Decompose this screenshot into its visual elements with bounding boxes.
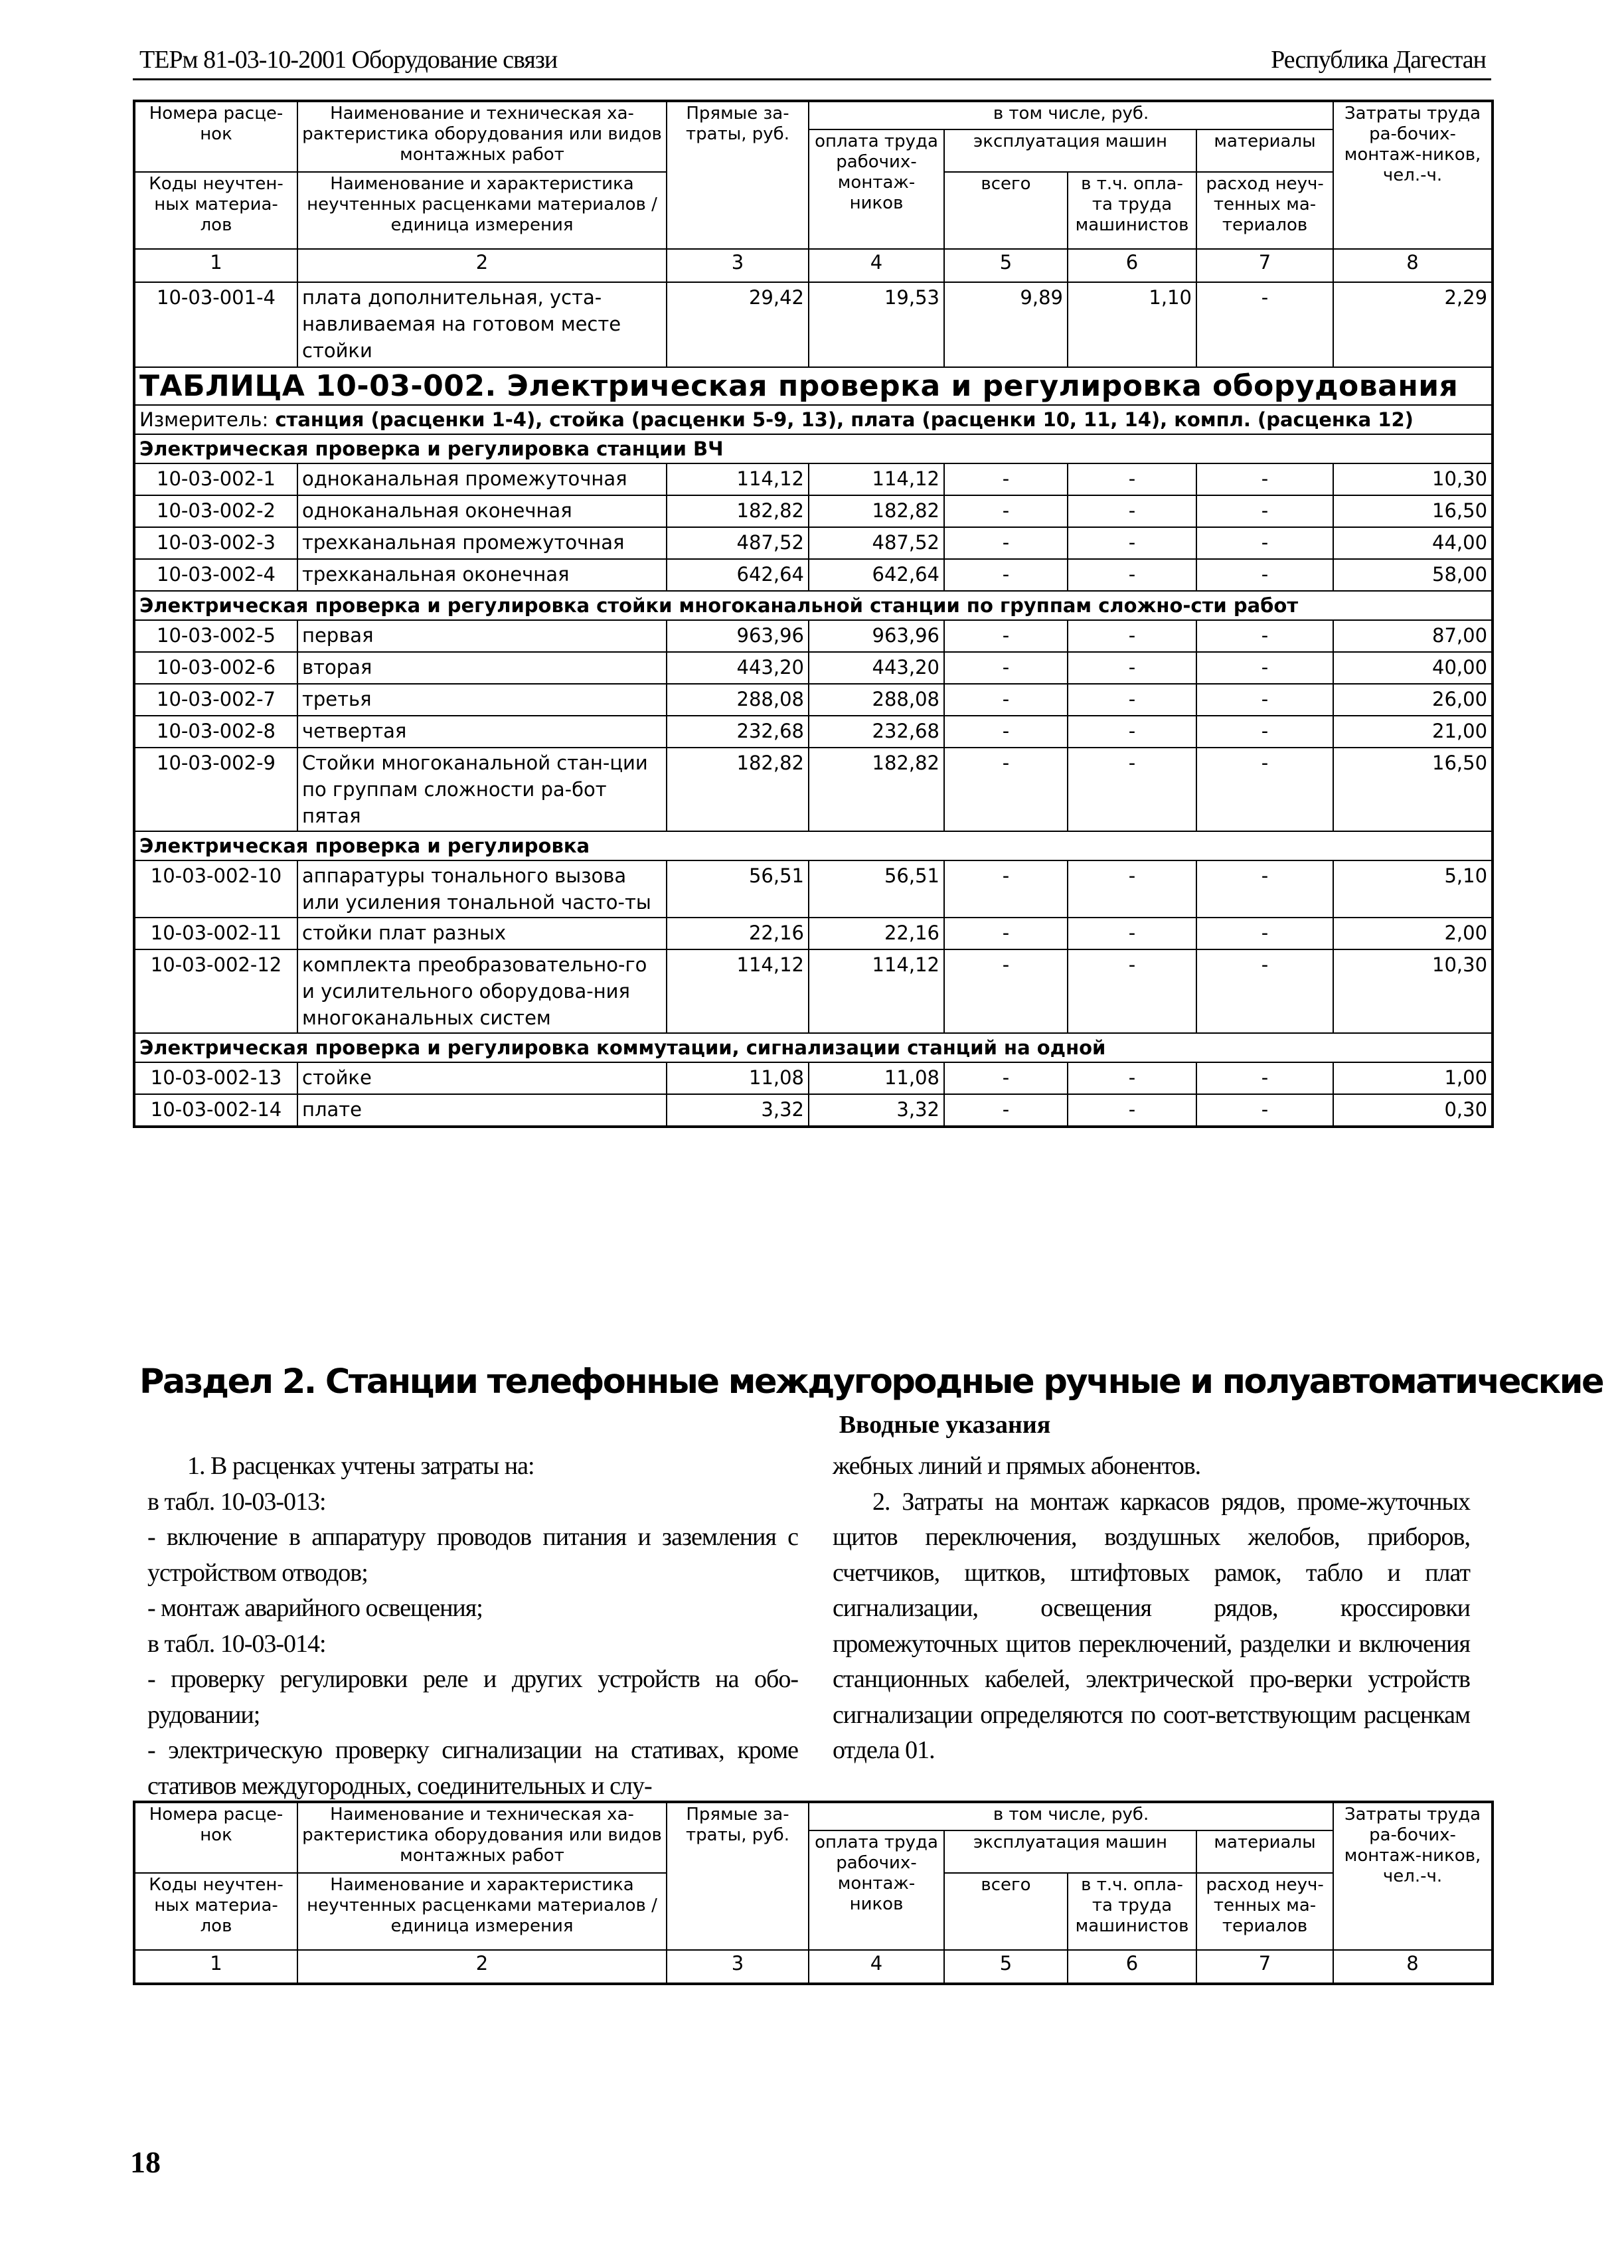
table-row (134, 860, 1493, 918)
table-row (134, 463, 1493, 495)
column-number: 6 (1068, 1950, 1196, 1984)
header-labor-pay: оплата труда рабочих-монтаж-ников (809, 1830, 944, 1950)
rate-code: 10-03-002-8 (134, 716, 297, 748)
column-number: 6 (1068, 249, 1196, 282)
header-machines: эксплуатация машин (944, 1830, 1196, 1873)
rate-code: 10-03-002-11 (134, 918, 297, 949)
rate-code: 10-03-002-2 (134, 495, 297, 527)
rate-code: 10-03-002-4 (134, 559, 297, 591)
machines-total: - (944, 716, 1068, 748)
machines-driver: - (1068, 620, 1196, 652)
rate-name: первая (297, 620, 667, 652)
table-row (134, 282, 1493, 367)
header-work-name: Наименование и техническая ха-рактеристика оборудования или видов монтажных работ (297, 101, 667, 172)
materials: - (1196, 1094, 1333, 1127)
header-labor-costs: Затраты труда ра-бочих-монтаж-ников, чел.-ч. (1333, 101, 1493, 249)
labor-hours: 58,00 (1333, 559, 1493, 591)
paragraph: - включение в аппаратуру проводов питания и заземления с устройством отводов; (147, 1523, 798, 1587)
intro-left-column (147, 1449, 798, 1804)
machines-driver: - (1068, 559, 1196, 591)
header-machines-total: всего (944, 1873, 1068, 1950)
table-row (134, 527, 1493, 559)
paragraph: в табл. 10-03-013: (147, 1487, 326, 1516)
labor-pay: 22,16 (809, 918, 944, 949)
materials: - (1196, 620, 1333, 652)
header-materials: материалы (1196, 1830, 1333, 1873)
machines-driver: - (1068, 860, 1196, 918)
labor-hours: 44,00 (1333, 527, 1493, 559)
group-heading: Электрическая проверка и регулировка стойки многоканальной станции по группам сложно-сти работ (134, 591, 1493, 620)
section-title: Раздел 2. Станции телефонные междугородные ручные и полуавтоматические (139, 1362, 1603, 1402)
labor-pay: 114,12 (809, 949, 944, 1033)
header-work-name: Наименование и техническая ха-рактеристика оборудования или видов монтажных работ (297, 1802, 667, 1873)
materials: - (1196, 527, 1333, 559)
group-heading: Электрическая проверка и регулировка станции ВЧ (134, 434, 1493, 463)
table-row (134, 652, 1493, 684)
machines-driver: - (1068, 527, 1196, 559)
column-number: 8 (1333, 1950, 1493, 1984)
machines-total: - (944, 463, 1068, 495)
labor-hours: 0,30 (1333, 1094, 1493, 1127)
column-number: 1 (134, 249, 297, 282)
labor-hours: 10,30 (1333, 463, 1493, 495)
materials: - (1196, 463, 1333, 495)
table-row (134, 748, 1493, 831)
rate-code: 10-03-002-7 (134, 684, 297, 716)
labor-hours: 2,00 (1333, 918, 1493, 949)
direct-costs: 22,16 (667, 918, 809, 949)
column-number: 1 (134, 1950, 297, 1984)
header-direct-costs: Прямые за-траты, руб. (667, 101, 809, 249)
materials: - (1196, 495, 1333, 527)
labor-hours: 87,00 (1333, 620, 1493, 652)
group-heading-row (134, 591, 1493, 620)
materials: - (1196, 860, 1333, 918)
machines-total: - (944, 620, 1068, 652)
table-body (134, 434, 1493, 1127)
direct-costs: 443,20 (667, 652, 809, 684)
labor-pay: 232,68 (809, 716, 944, 748)
column-number: 7 (1196, 1950, 1333, 1984)
header-labor-costs: Затраты труда ра-бочих-монтаж-ников, чел.-ч. (1333, 1802, 1493, 1950)
labor-pay: 11,08 (809, 1062, 944, 1094)
table-header (134, 101, 1493, 282)
machines-total: - (944, 684, 1068, 716)
rate-code: 10-03-002-12 (134, 949, 297, 1033)
column-numbers-row (134, 1950, 1493, 1984)
paragraph: в табл. 10-03-014: (147, 1629, 326, 1658)
paragraph: - электрическую проверку сигнализации на стативах, кроме стативов междугородных, соединительных и слу- (147, 1736, 798, 1800)
machines-driver: - (1068, 684, 1196, 716)
rate-code: 10-03-002-14 (134, 1094, 297, 1127)
materials: - (1196, 716, 1333, 748)
machines-driver: - (1068, 495, 1196, 527)
rates-table (133, 100, 1494, 1128)
table-title: ТАБЛИЦА 10-03-002. Электрическая проверка и регулировка оборудования (134, 367, 1493, 405)
direct-costs: 114,12 (667, 463, 809, 495)
machines-total: - (944, 1094, 1068, 1127)
header-material-codes: Коды неучтен-ных материа-лов (134, 1873, 297, 1950)
paragraph: 2. Затраты на монтаж каркасов рядов, проме-жуточных щитов переключения, воздушных желобов, приборов, счетчиков, щитков, штифтовых рамок, табло и плат сигнализации, освещения рядов, кроссировки промежуточных щитов переключений, разделки и включения станционных кабелей, электрической про-верки устройств сигнализации определяются по соот-ветствующим расценкам отдела 01. (833, 1487, 1470, 1764)
rate-name: Стойки многоканальной стан-ции по группам сложности ра-бот пятая (297, 748, 667, 831)
machines-driver: 1,10 (1068, 282, 1196, 367)
rate-code: 10-03-002-13 (134, 1062, 297, 1094)
machines-total: - (944, 1062, 1068, 1094)
header-direct-costs: Прямые за-траты, руб. (667, 1802, 809, 1950)
machines-total: - (944, 559, 1068, 591)
rate-name: трехканальная оконечная (297, 559, 667, 591)
intro-right-column (833, 1449, 1470, 1769)
header-machines-total: всего (944, 172, 1068, 249)
rate-name: вторая (297, 652, 667, 684)
header-materials-sub: расход неуч-тенных ма-териалов (1196, 172, 1333, 249)
direct-costs: 642,64 (667, 559, 809, 591)
direct-costs: 232,68 (667, 716, 809, 748)
labor-hours: 10,30 (1333, 949, 1493, 1033)
measure-row (134, 405, 1493, 434)
header-rate-number: Номера расце-нок (134, 101, 297, 172)
header-material-names: Наименование и характеристика неучтенных расценками материалов / единица измерения (297, 172, 667, 249)
header-labor-pay: оплата труда рабочих-монтаж-ников (809, 129, 944, 249)
group-heading: Электрическая проверка и регулировка коммутации, сигнализации станций на одной (134, 1033, 1493, 1062)
header-machines-driver: в т.ч. опла-та труда машинистов (1068, 172, 1196, 249)
table-row (134, 495, 1493, 527)
rate-code: 10-03-002-5 (134, 620, 297, 652)
rate-code: 10-03-001-4 (134, 282, 297, 367)
machines-driver: - (1068, 1094, 1196, 1127)
direct-costs: 29,42 (667, 282, 809, 367)
labor-pay: 19,53 (809, 282, 944, 367)
header-machines: эксплуатация машин (944, 129, 1196, 172)
direct-costs: 182,82 (667, 495, 809, 527)
measure-label: Измеритель: (139, 408, 269, 431)
column-numbers-row (134, 249, 1493, 282)
column-number: 3 (667, 1950, 809, 1984)
labor-pay: 3,32 (809, 1094, 944, 1127)
machines-driver: - (1068, 1062, 1196, 1094)
rate-name: плата дополнительная, уста-навливаемая на готовом месте стойки (297, 282, 667, 367)
labor-hours: 1,00 (1333, 1062, 1493, 1094)
labor-hours: 40,00 (1333, 652, 1493, 684)
machines-driver: - (1068, 463, 1196, 495)
column-number: 5 (944, 249, 1068, 282)
running-header (133, 41, 1491, 80)
header-rate-number: Номера расце-нок (134, 1802, 297, 1873)
labor-pay: 114,12 (809, 463, 944, 495)
header-document-code: ТЕРм 81-03-10-2001 Оборудование связи (139, 46, 558, 74)
direct-costs: 487,52 (667, 527, 809, 559)
header-materials: материалы (1196, 129, 1333, 172)
rate-name: одноканальная промежуточная (297, 463, 667, 495)
labor-pay: 963,96 (809, 620, 944, 652)
machines-driver: - (1068, 652, 1196, 684)
rate-code: 10-03-002-3 (134, 527, 297, 559)
rate-name: плате (297, 1094, 667, 1127)
rate-name: трехканальная промежуточная (297, 527, 667, 559)
page-number: 18 (130, 2145, 161, 2179)
measure-text: станция (расценки 1-4), стойка (расценки 5-9, 13), плата (расценки 10, 11, 14), компл. (расценка 12) (275, 408, 1414, 431)
materials: - (1196, 684, 1333, 716)
labor-pay: 642,64 (809, 559, 944, 591)
direct-costs: 963,96 (667, 620, 809, 652)
labor-pay: 182,82 (809, 495, 944, 527)
materials: - (1196, 652, 1333, 684)
table-row (134, 1062, 1493, 1094)
labor-hours: 26,00 (1333, 684, 1493, 716)
machines-total: - (944, 860, 1068, 918)
machines-total: - (944, 748, 1068, 831)
rate-code: 10-03-002-1 (134, 463, 297, 495)
labor-pay: 56,51 (809, 860, 944, 918)
machines-total: 9,89 (944, 282, 1068, 367)
rate-name: четвертая (297, 716, 667, 748)
rate-name: стойки плат разных (297, 918, 667, 949)
rate-name: третья (297, 684, 667, 716)
table-row (134, 716, 1493, 748)
direct-costs: 114,12 (667, 949, 809, 1033)
paragraph: - проверку регулировки реле и других устройств на обо-рудовании; (147, 1665, 798, 1729)
rates-table-header-repeat (133, 1801, 1494, 1985)
paragraph: жебных линий и прямых абонентов. (833, 1452, 1201, 1480)
column-number: 3 (667, 249, 809, 282)
table-row (134, 949, 1493, 1033)
rate-name: стойке (297, 1062, 667, 1094)
machines-driver: - (1068, 949, 1196, 1033)
direct-costs: 11,08 (667, 1062, 809, 1094)
table-row (134, 620, 1493, 652)
machines-total: - (944, 918, 1068, 949)
column-number: 2 (297, 1950, 667, 1984)
column-number: 4 (809, 1950, 944, 1984)
materials: - (1196, 918, 1333, 949)
labor-hours: 5,10 (1333, 860, 1493, 918)
machines-total: - (944, 652, 1068, 684)
machines-total: - (944, 949, 1068, 1033)
header-materials-sub: расход неуч-тенных ма-териалов (1196, 1873, 1333, 1950)
header-material-names: Наименование и характеристика неучтенных расценками материалов / единица измерения (297, 1873, 667, 1950)
group-heading-row (134, 434, 1493, 463)
group-heading: Электрическая проверка и регулировка (134, 831, 1493, 860)
measure-unit (134, 405, 1493, 434)
machines-total: - (944, 495, 1068, 527)
table-title-row (134, 367, 1493, 405)
rate-name: одноканальная оконечная (297, 495, 667, 527)
table-row (134, 559, 1493, 591)
materials: - (1196, 748, 1333, 831)
materials: - (1196, 282, 1333, 367)
paragraph: - монтаж аварийного освещения; (147, 1594, 483, 1622)
intro-heading: Вводные указания (839, 1411, 1051, 1439)
header-machines-driver: в т.ч. опла-та труда машинистов (1068, 1873, 1196, 1950)
header-including: в том числе, руб. (809, 101, 1333, 129)
table-row (134, 918, 1493, 949)
direct-costs: 56,51 (667, 860, 809, 918)
materials: - (1196, 559, 1333, 591)
direct-costs: 3,32 (667, 1094, 809, 1127)
labor-pay: 487,52 (809, 527, 944, 559)
table-row (134, 1094, 1493, 1127)
materials: - (1196, 949, 1333, 1033)
column-number: 4 (809, 249, 944, 282)
group-heading-row (134, 831, 1493, 860)
rate-code: 10-03-002-10 (134, 860, 297, 918)
header-material-codes: Коды неучтен-ных материа-лов (134, 172, 297, 249)
rate-name: аппаратуры тонального вызова или усиления тональной часто-ты (297, 860, 667, 918)
column-number: 2 (297, 249, 667, 282)
labor-hours: 16,50 (1333, 748, 1493, 831)
column-number: 5 (944, 1950, 1068, 1984)
header-region: Республика Дагестан (1271, 46, 1486, 74)
table-row (134, 684, 1493, 716)
materials: - (1196, 1062, 1333, 1094)
column-number: 8 (1333, 249, 1493, 282)
rate-code: 10-03-002-6 (134, 652, 297, 684)
labor-pay: 288,08 (809, 684, 944, 716)
machines-driver: - (1068, 918, 1196, 949)
rate-code: 10-03-002-9 (134, 748, 297, 831)
rate-name: комплекта преобразовательно-го и усилительного оборудова-ния многоканальных систем (297, 949, 667, 1033)
labor-hours: 2,29 (1333, 282, 1493, 367)
machines-driver: - (1068, 716, 1196, 748)
group-heading-row (134, 1033, 1493, 1062)
machines-total: - (944, 527, 1068, 559)
machines-driver: - (1068, 748, 1196, 831)
column-number: 7 (1196, 249, 1333, 282)
direct-costs: 182,82 (667, 748, 809, 831)
header-including: в том числе, руб. (809, 1802, 1333, 1830)
paragraph: 1. В расценках учтены затраты на: (187, 1452, 534, 1480)
labor-hours: 16,50 (1333, 495, 1493, 527)
labor-pay: 182,82 (809, 748, 944, 831)
direct-costs: 288,08 (667, 684, 809, 716)
labor-pay: 443,20 (809, 652, 944, 684)
labor-hours: 21,00 (1333, 716, 1493, 748)
